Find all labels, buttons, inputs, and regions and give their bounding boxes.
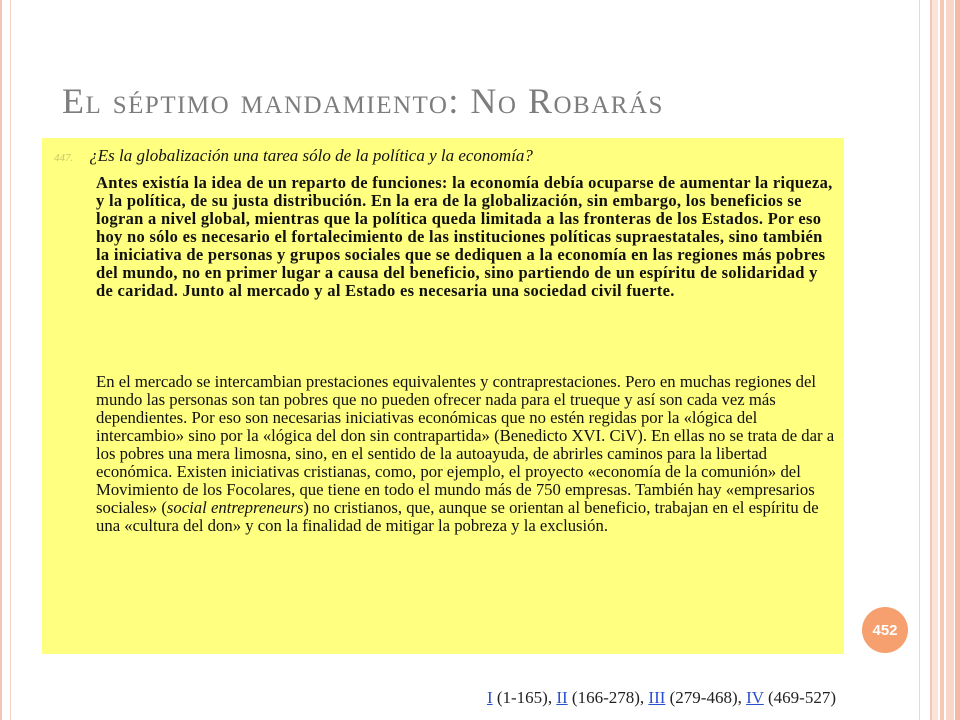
footer-link-part-2[interactable]: II [556, 688, 568, 707]
footer-range-part-4: (469-527) [763, 688, 836, 707]
side-bar-4 [955, 0, 960, 720]
slide-title: El séptimo mandamiento: No Robarás [62, 81, 664, 121]
answer-text-after: ) no cristianos, que, aunque se orientan al beneficio, trabajan en el espíritu de una «cultura del don» y con la finalidad de mitigar la pobreza y la exclusión. [96, 498, 819, 535]
decorative-side-bars [932, 0, 960, 720]
side-bar-2 [940, 0, 944, 720]
side-bar-1 [932, 0, 938, 720]
answer-paragraph-regular [96, 373, 836, 535]
footer-range-part-3: (279-468), [665, 688, 747, 707]
question-text: ¿Es la globalización una tarea sólo de la política y la economía? [89, 146, 533, 165]
side-bar-3 [946, 0, 954, 720]
content-panel [42, 138, 844, 654]
footer-link-part-4[interactable]: IV [746, 688, 764, 707]
question-line [54, 146, 533, 166]
footer-range-part-2: (166-278), [567, 688, 649, 707]
footer-navigation [487, 688, 836, 708]
page-number-badge: 452 [862, 607, 908, 653]
answer-paragraph-bold: Antes existía la idea de un reparto de funciones: la economía debía ocuparse de aumentar la riqueza, y la política, de su justa distribución. En la era de la globalización, sin embargo, los beneficios se logran a nivel global, mientras que la política queda limitada a las fronteras de los Estados. Por eso hoy no sólo es necesario el fortalecimiento de las instituciones políticas supraestatales, sino también la iniciativa de personas y grupos sociales que se dediquen a la economía en las regiones más pobres del mundo, no en primer lugar a causa del beneficio, sino partiendo de un espíritu de solidaridad y de caridad. Junto al mercado y al Estado es necesaria una sociedad civil fuerte. [96, 173, 833, 300]
footer-link-part-3[interactable]: III [648, 688, 666, 707]
question-number: 447. [54, 152, 74, 164]
answer-text-before: En el mercado se intercambian prestaciones equivalentes y contraprestaciones. Pero en muchas regiones del mundo las personas son tan pobres que no pueden ofrecer nada para el trueque y así son cada vez más dependientes. Por eso son necesarias iniciativas económicas que no estén regidas por la «lógica del intercambio» sino por la «lógica del don sin contrapartida» (Benedicto XVI. CiV). En ellas no se trata de dar a los pobres una mera limosna, sino, en el sentido de la autoayuda, de abrirles caminos para la libertad económica. Existen iniciativas cristianas, como, por ejemplo, el proyecto «economía de la comunión» del Movimiento de los Focolares, que tiene en todo el mundo más de 750 empresas. También hay «empresarios sociales» ( [96, 372, 835, 517]
footer-link-part-1[interactable]: I [486, 688, 493, 707]
answer-text-italic: social entrepreneurs [166, 498, 304, 517]
footer-range-part-1: (1-165), [492, 688, 557, 707]
